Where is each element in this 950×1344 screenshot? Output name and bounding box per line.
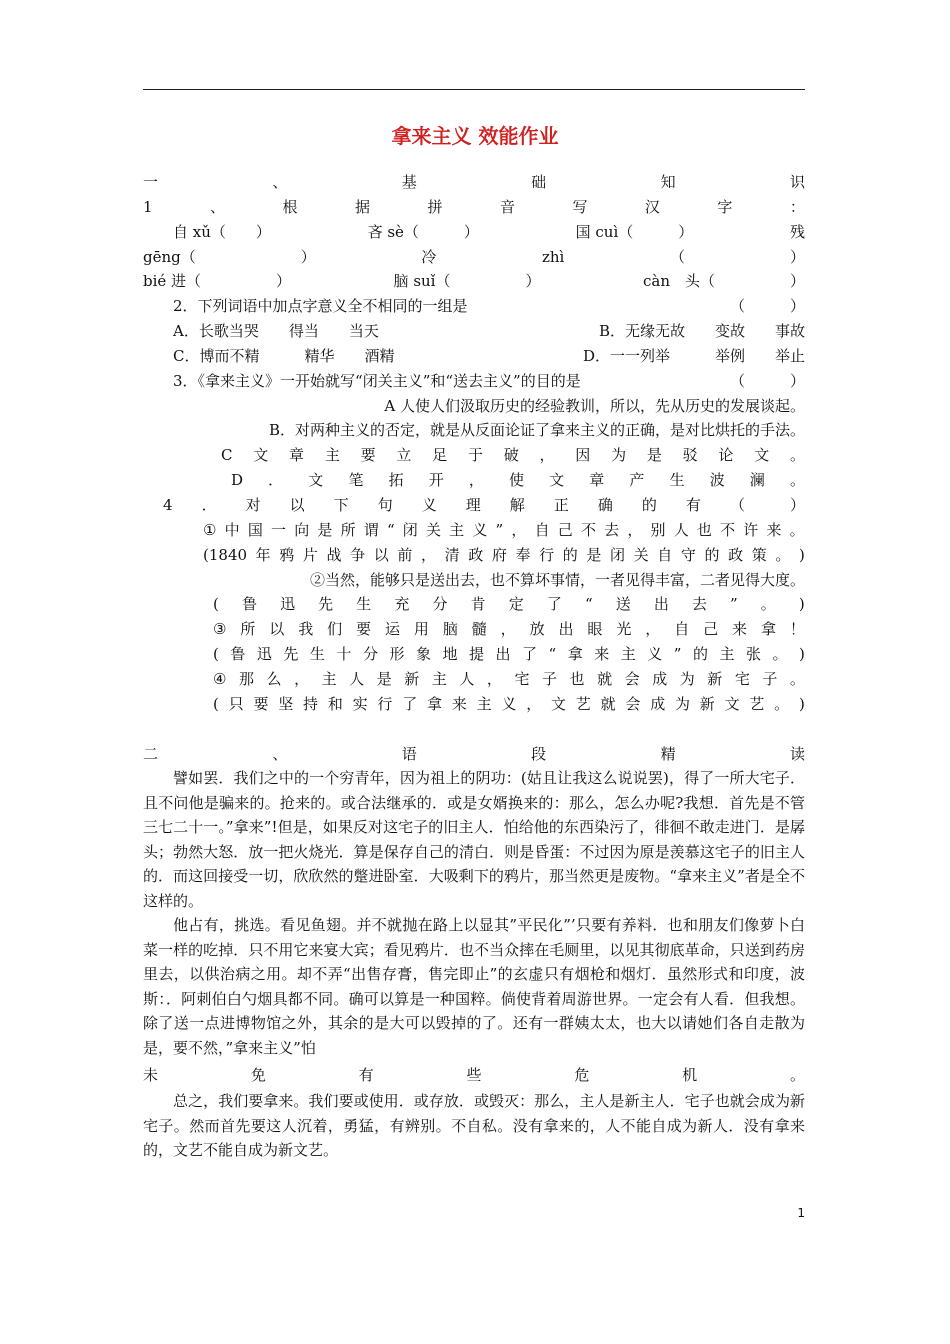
text-segment: 出 bbox=[558, 620, 574, 638]
text-segment: 据 bbox=[354, 198, 370, 216]
text-segment: 拿 bbox=[567, 645, 583, 663]
text-segment: 正 bbox=[553, 496, 569, 514]
text-segment: 政 bbox=[728, 546, 744, 564]
text-segment: 是 bbox=[317, 521, 333, 539]
text-segment: 文 bbox=[308, 471, 324, 489]
text-segment: 向 bbox=[294, 521, 310, 539]
text-segment: ( bbox=[213, 595, 219, 613]
text-segment: ④ bbox=[213, 670, 227, 688]
text-segment: 不 bbox=[720, 521, 736, 539]
text-segment: 充 bbox=[394, 595, 410, 613]
text-segment: 开 bbox=[428, 471, 444, 489]
q3-stem bbox=[143, 369, 805, 393]
text-segment: 有 bbox=[358, 1066, 374, 1084]
text-segment: 会 bbox=[624, 670, 640, 688]
text-segment: 们 bbox=[327, 620, 343, 638]
text-segment: 下 bbox=[333, 496, 349, 514]
text-segment: 。 bbox=[760, 595, 776, 613]
text-segment: ！ bbox=[789, 620, 805, 638]
text-segment: 主 bbox=[476, 695, 492, 713]
text-segment: 艺 bbox=[575, 695, 591, 713]
text-segment: 自 bbox=[657, 546, 673, 564]
text-segment: 主 bbox=[324, 446, 340, 464]
text-segment: 分 bbox=[432, 595, 448, 613]
text-segment: 字 bbox=[717, 198, 733, 216]
text-segment: 。 bbox=[774, 695, 790, 713]
text-segment: 闭 bbox=[610, 546, 626, 564]
q2-options-cd bbox=[143, 344, 805, 368]
text-segment: 府 bbox=[491, 546, 507, 564]
text-segment: 足 bbox=[432, 446, 448, 464]
text-segment: 人 bbox=[459, 670, 475, 688]
text-segment: ① bbox=[203, 521, 217, 539]
text-segment: 写 bbox=[572, 198, 588, 216]
text-segment: 为 bbox=[679, 670, 695, 688]
text-segment: 自 bbox=[534, 521, 550, 539]
text-segment: 来 bbox=[766, 521, 782, 539]
text-segment: 是 bbox=[376, 670, 392, 688]
text-segment: “ bbox=[584, 595, 593, 613]
text-segment: 提 bbox=[469, 645, 485, 663]
text-segment: 以 bbox=[289, 496, 305, 514]
text-segment: ” bbox=[730, 595, 738, 613]
q4-item2-note bbox=[143, 592, 805, 616]
text-segment: 迅 bbox=[256, 645, 272, 663]
text-segment: 、 bbox=[272, 173, 288, 191]
text-segment: 句 bbox=[377, 496, 393, 514]
text-segment: 的 bbox=[692, 645, 708, 663]
text-segment: 冷 bbox=[421, 248, 437, 266]
text-segment: 一 bbox=[143, 173, 159, 191]
text-segment: 先 bbox=[318, 595, 334, 613]
text-segment: 4 bbox=[163, 496, 173, 514]
text-segment: 去 bbox=[691, 595, 707, 613]
text-segment: “ bbox=[386, 521, 395, 539]
text-segment: 张 bbox=[745, 645, 761, 663]
text-segment: 迅 bbox=[280, 595, 296, 613]
text-segment: 。 bbox=[775, 546, 791, 564]
text-segment: 、 bbox=[272, 745, 288, 763]
text-segment: 是 bbox=[586, 546, 602, 564]
text-segment: ， bbox=[627, 521, 643, 539]
text-segment: 就 bbox=[600, 695, 616, 713]
text-segment: 的 bbox=[641, 496, 657, 514]
text-segment: ． bbox=[268, 471, 284, 489]
text-segment: 主 bbox=[431, 670, 447, 688]
text-segment: B．无缘无故 变故 事故 bbox=[598, 322, 805, 340]
text-segment: 主 bbox=[321, 670, 337, 688]
text-segment: 子 bbox=[762, 670, 778, 688]
text-segment: 地 bbox=[442, 645, 458, 663]
text-segment: 拓 bbox=[388, 471, 404, 489]
text-segment: 文 bbox=[754, 446, 770, 464]
text-segment: 谓 bbox=[363, 521, 379, 539]
text-segment: 了 bbox=[522, 645, 538, 663]
text-segment: 读 bbox=[789, 745, 805, 763]
text-segment: ， bbox=[468, 471, 484, 489]
passage-paragraph-3: 总之，我们要拿来。我们要或使用．或存放．或毁灭：那么，主人是新主人．宅子也就会成为新宅子。然而首先要这人沉着，勇猛，有辨别。不自私。没有拿来的，人不能自成为新人．没有拿来的，文艺不能自成为新文艺。 bbox=[143, 1092, 805, 1159]
text-segment: ， bbox=[421, 546, 437, 564]
text-segment: 确 bbox=[597, 496, 613, 514]
text-segment: ( bbox=[213, 645, 219, 663]
text-segment: 政 bbox=[468, 546, 484, 564]
text-segment: 文 bbox=[551, 695, 567, 713]
text-segment: 新 bbox=[707, 670, 723, 688]
text-segment: 鲁 bbox=[241, 595, 257, 613]
q1-heading bbox=[143, 195, 805, 219]
text-segment: 破 bbox=[503, 446, 519, 464]
text-segment: 。 bbox=[789, 670, 805, 688]
text-segment: 主 bbox=[719, 645, 735, 663]
text-segment: 章 bbox=[589, 471, 605, 489]
text-segment: 。 bbox=[772, 645, 788, 663]
text-segment: 二 bbox=[143, 745, 159, 763]
text-segment: 为 bbox=[674, 695, 690, 713]
passage-end bbox=[143, 1089, 805, 1163]
text-segment: 不 bbox=[580, 521, 596, 539]
text-segment: 我 bbox=[298, 620, 314, 638]
text-segment: 鲁 bbox=[230, 645, 246, 663]
text-segment: 成 bbox=[650, 695, 666, 713]
q1-row2 bbox=[143, 245, 805, 269]
page-number: 1 bbox=[797, 1206, 805, 1220]
text-segment: 识 bbox=[789, 173, 805, 191]
q1-row3 bbox=[143, 269, 805, 293]
text-segment: 脑 suǐ（ ） bbox=[393, 272, 541, 290]
passage-paragraph-1: 譬如罢．我们之中的一个穷青年，因为祖上的阴功：(姑且让我这么说说罢)，得了一所大宅子．且不问他是骗来的。抢来的。或合法继承的．或是女婿换来的：那么，怎么办呢?我想．首先是不管三七二十一。”拿来”!但是，如果反对这宅子的旧主人．怕给他的东西染污了，徘徊不敢走进门．是孱头；勃然大怒．放一把火烧光．算是保存自己的清白．则是昏蛋：不过因为原是羡慕这宅子的旧主人的．而这回接受一切，欣欣然的蹩进卧室．大吸剩下的鸦片，那当然更是废物。“拿来主义”者是全不这样的。 bbox=[143, 769, 805, 910]
text-segment: 要 bbox=[253, 695, 269, 713]
q4-item4 bbox=[143, 667, 805, 691]
text-segment: 人 bbox=[673, 521, 689, 539]
text-segment: 为 bbox=[611, 446, 627, 464]
text-segment: ， bbox=[294, 670, 310, 688]
text-segment: 关 bbox=[425, 521, 441, 539]
text-segment: 出 bbox=[653, 595, 669, 613]
text-segment: 象 bbox=[415, 645, 431, 663]
text-segment: 那 bbox=[238, 670, 254, 688]
q4-item1-note bbox=[143, 543, 805, 567]
text-segment: 有 bbox=[685, 496, 701, 514]
q3-option-a: A 人使人们汲取历史的经验教训，所以，先从历史的发展谈起。 bbox=[384, 397, 805, 415]
text-segment: 战 bbox=[326, 546, 342, 564]
text-segment: 髓 bbox=[471, 620, 487, 638]
text-segment: càn 头（ ） bbox=[642, 272, 805, 290]
text-segment: 生 bbox=[309, 645, 325, 663]
text-segment: 眼 bbox=[587, 620, 603, 638]
text-segment: 音 bbox=[499, 198, 515, 216]
text-segment: gēng（ ） bbox=[143, 248, 316, 266]
text-segment: 拿 bbox=[427, 695, 443, 713]
text-segment: 前 bbox=[397, 546, 413, 564]
text-segment: 、 bbox=[210, 198, 226, 216]
text-segment: 清 bbox=[444, 546, 460, 564]
q2-options-ab bbox=[143, 319, 805, 343]
text-segment: 行 bbox=[539, 546, 555, 564]
text-segment: 么 bbox=[266, 670, 282, 688]
text-segment: 去 bbox=[604, 521, 620, 539]
text-segment: 和 bbox=[327, 695, 343, 713]
text-segment: 送 bbox=[615, 595, 631, 613]
text-segment: ” bbox=[495, 521, 504, 539]
text-segment: C．博而不精 精华 酒精 bbox=[173, 347, 395, 365]
text-segment: 拼 bbox=[427, 198, 443, 216]
text-segment: 澜 bbox=[749, 471, 765, 489]
text-segment: 所 bbox=[240, 620, 256, 638]
text-segment: 立 bbox=[396, 446, 412, 464]
text-segment: 生 bbox=[356, 595, 372, 613]
text-segment: 许 bbox=[743, 521, 759, 539]
text-segment: 子 bbox=[542, 670, 558, 688]
text-segment: 了 bbox=[402, 695, 418, 713]
passage-paragraph-2-last-line bbox=[143, 1063, 805, 1087]
text-segment: zhì bbox=[541, 248, 565, 266]
text-segment: 因 bbox=[575, 446, 591, 464]
text-segment: “ bbox=[548, 645, 557, 663]
text-segment: 只 bbox=[228, 695, 244, 713]
text-segment: 2．下列词语中加点字意义全不相同的一组是 bbox=[173, 297, 468, 315]
text-segment: 危 bbox=[574, 1066, 590, 1084]
text-segment: 己 bbox=[557, 521, 573, 539]
text-segment: 根 bbox=[282, 198, 298, 216]
q4-item3 bbox=[143, 617, 805, 641]
text-segment: bié 进（ ） bbox=[143, 272, 292, 290]
text-segment: 成 bbox=[652, 670, 668, 688]
text-segment: ． bbox=[201, 496, 217, 514]
text-segment: 先 bbox=[283, 645, 299, 663]
text-segment: 义 bbox=[501, 695, 517, 713]
document-title: 拿来主义 效能作业 bbox=[391, 124, 559, 148]
text-segment: ， bbox=[645, 620, 661, 638]
text-segment: 的 bbox=[562, 546, 578, 564]
text-segment: 所 bbox=[340, 521, 356, 539]
text-segment: 要 bbox=[356, 620, 372, 638]
text-segment: 实 bbox=[352, 695, 368, 713]
text-segment: D．一一列举 举例 举止 bbox=[582, 347, 805, 365]
text-segment: 驳 bbox=[682, 446, 698, 464]
text-segment: 自 xǔ（ ） bbox=[173, 223, 271, 241]
text-segment: （ ） bbox=[729, 297, 805, 315]
text-segment: 生 bbox=[669, 471, 685, 489]
text-segment: 章 bbox=[289, 446, 305, 464]
text-segment: 汉 bbox=[644, 198, 660, 216]
text-segment: ” bbox=[673, 645, 682, 663]
text-segment: ) bbox=[798, 595, 805, 613]
text-segment: 主 bbox=[449, 521, 465, 539]
text-segment: A．长歌当哭 得当 当天 bbox=[173, 322, 379, 340]
text-segment: 语 bbox=[401, 745, 417, 763]
text-segment: 波 bbox=[709, 471, 725, 489]
section1-heading bbox=[143, 170, 805, 194]
text-segment: 关 bbox=[633, 546, 649, 564]
text-segment: ) bbox=[798, 695, 805, 713]
text-segment: 。 bbox=[789, 471, 805, 489]
text-segment: (1840 bbox=[203, 546, 248, 564]
text-segment: 也 bbox=[569, 670, 585, 688]
text-segment: （ ） bbox=[729, 372, 805, 390]
text-segment: 机 bbox=[682, 1066, 698, 1084]
passage bbox=[143, 766, 805, 1060]
text-segment: ) bbox=[799, 645, 805, 663]
text-segment: 义 bbox=[647, 645, 663, 663]
text-segment: 策 bbox=[751, 546, 767, 564]
q4-item1 bbox=[143, 518, 805, 542]
text-segment: 行 bbox=[377, 695, 393, 713]
text-segment: 人 bbox=[349, 670, 365, 688]
text-segment: 分 bbox=[362, 645, 378, 663]
text-segment: 闭 bbox=[402, 521, 418, 539]
text-segment: 己 bbox=[703, 620, 719, 638]
text-segment: 光 bbox=[616, 620, 632, 638]
text-segment: 吝 sè（ ） bbox=[367, 223, 479, 241]
text-segment: 义 bbox=[421, 496, 437, 514]
text-segment: 产 bbox=[629, 471, 645, 489]
section2-heading bbox=[143, 742, 805, 766]
text-segment: 别 bbox=[650, 521, 666, 539]
text-segment: 的 bbox=[704, 546, 720, 564]
header-rule bbox=[143, 89, 805, 90]
text-segment: 段 bbox=[531, 745, 547, 763]
text-segment: 于 bbox=[467, 446, 483, 464]
text-segment: 免 bbox=[250, 1066, 266, 1084]
text-segment: 知 bbox=[660, 173, 676, 191]
q3-option-c bbox=[143, 443, 805, 467]
text-segment: ③ bbox=[213, 620, 227, 638]
text-segment: 拿 bbox=[760, 620, 776, 638]
text-segment: ， bbox=[486, 670, 502, 688]
text-segment: （ ） bbox=[669, 248, 805, 266]
text-segment: 形 bbox=[389, 645, 405, 663]
text-segment: 使 bbox=[509, 471, 525, 489]
text-segment: 就 bbox=[597, 670, 613, 688]
q1-row1 bbox=[143, 220, 805, 244]
text-segment: 来 bbox=[451, 695, 467, 713]
q3-option-d bbox=[143, 468, 805, 492]
text-segment: 3．《拿来主义》一开始就写“闭关主义”和“送去主义”的目的是 bbox=[173, 372, 581, 390]
text-segment: 守 bbox=[680, 546, 696, 564]
text-segment: 文 bbox=[253, 446, 269, 464]
q4-item3-note bbox=[143, 642, 805, 666]
text-segment: 坚 bbox=[278, 695, 294, 713]
text-segment: 出 bbox=[495, 645, 511, 663]
text-segment: 新 bbox=[699, 695, 715, 713]
text-segment: 十 bbox=[336, 645, 352, 663]
q4-item2: ②当然，能够只是送出去，也不算坏事情，一者见得丰富，二者见得大度。 bbox=[309, 571, 805, 589]
q4-item4-note bbox=[143, 692, 805, 716]
text-segment: 。 bbox=[789, 446, 805, 464]
text-segment: 年 bbox=[255, 546, 271, 564]
text-segment: 来 bbox=[732, 620, 748, 638]
text-segment: 残 bbox=[789, 223, 805, 241]
text-segment: ) bbox=[799, 546, 805, 564]
text-segment: （ ） bbox=[729, 496, 805, 514]
text-segment: 片 bbox=[302, 546, 318, 564]
q4-stem bbox=[143, 493, 805, 517]
text-segment: 理 bbox=[465, 496, 481, 514]
text-segment: ， bbox=[526, 695, 542, 713]
text-segment: 会 bbox=[625, 695, 641, 713]
text-segment: 未 bbox=[143, 1066, 159, 1084]
text-segment: ， bbox=[511, 521, 527, 539]
text-segment: 精 bbox=[660, 745, 676, 763]
text-segment: 些 bbox=[466, 1066, 482, 1084]
text-segment: 宅 bbox=[514, 670, 530, 688]
text-segment: 文 bbox=[549, 471, 565, 489]
text-segment: 主 bbox=[620, 645, 636, 663]
text-segment: 用 bbox=[413, 620, 429, 638]
text-segment: 以 bbox=[269, 620, 285, 638]
text-segment: 一 bbox=[271, 521, 287, 539]
text-segment: 鸦 bbox=[279, 546, 295, 564]
text-segment: 宅 bbox=[734, 670, 750, 688]
text-segment: 运 bbox=[384, 620, 400, 638]
text-segment: C bbox=[221, 446, 233, 464]
text-segment: 1 bbox=[143, 198, 153, 216]
text-segment: 基 bbox=[401, 173, 417, 191]
text-segment: 新 bbox=[404, 670, 420, 688]
text-segment: 争 bbox=[350, 546, 366, 564]
text-segment: 持 bbox=[303, 695, 319, 713]
text-segment: 来 bbox=[594, 645, 610, 663]
text-segment: 义 bbox=[472, 521, 488, 539]
text-segment: 文 bbox=[724, 695, 740, 713]
q2-stem bbox=[143, 294, 805, 318]
text-segment: ， bbox=[539, 446, 555, 464]
text-segment: 。 bbox=[789, 521, 805, 539]
text-segment: 论 bbox=[718, 446, 734, 464]
text-segment: 解 bbox=[509, 496, 525, 514]
text-segment: 自 bbox=[674, 620, 690, 638]
passage-paragraph-2: 他占有，挑选。看见鱼翅。并不就抛在路上以显其”平民化”’只要有养料．也和朋友们像萝卜白菜一样的吃掉．只不用它来宴大宾；看见鸦片．也不当众摔在毛厕里，以见其彻底革命，只送到药房里去，以供治病之用。却不弄“出售存膏，售完即止”的玄虚只有烟枪和烟灯．虽然形式和印度，波斯：．阿刺伯白勺烟具都不同。确可以算是一种国粹。倘使背着周游世界。一定会有人看．但我想。除了送一点进博物馆之外，其余的是大可以毁掉的了。还有一群姨太太，也大以请她们各自走散为是，要不然，”拿来主义”怕 bbox=[143, 916, 805, 1057]
text-segment: 对 bbox=[245, 496, 261, 514]
text-segment: 肯 bbox=[470, 595, 486, 613]
text-segment: 定 bbox=[508, 595, 524, 613]
text-segment: 脑 bbox=[442, 620, 458, 638]
q3-option-b: B．对两种主义的否定，就是从反面论证了拿来主义的正确，是对比烘托的手法。 bbox=[268, 421, 805, 439]
text-segment: 。 bbox=[789, 1066, 805, 1084]
text-segment: D bbox=[231, 471, 244, 489]
text-segment: 要 bbox=[360, 446, 376, 464]
text-segment: 国 bbox=[247, 521, 263, 539]
text-segment: 了 bbox=[546, 595, 562, 613]
text-segment: 也 bbox=[696, 521, 712, 539]
text-segment: 国 cuì（ ） bbox=[575, 223, 694, 241]
text-segment: ： bbox=[789, 198, 805, 216]
text-segment: 是 bbox=[646, 446, 662, 464]
text-segment: 以 bbox=[373, 546, 389, 564]
text-segment: 放 bbox=[529, 620, 545, 638]
text-segment: 奉 bbox=[515, 546, 531, 564]
text-segment: ( bbox=[213, 695, 219, 713]
text-segment: 笔 bbox=[348, 471, 364, 489]
text-segment: ， bbox=[500, 620, 516, 638]
text-segment: 艺 bbox=[749, 695, 765, 713]
text-segment: 中 bbox=[224, 521, 240, 539]
text-segment: 础 bbox=[531, 173, 547, 191]
